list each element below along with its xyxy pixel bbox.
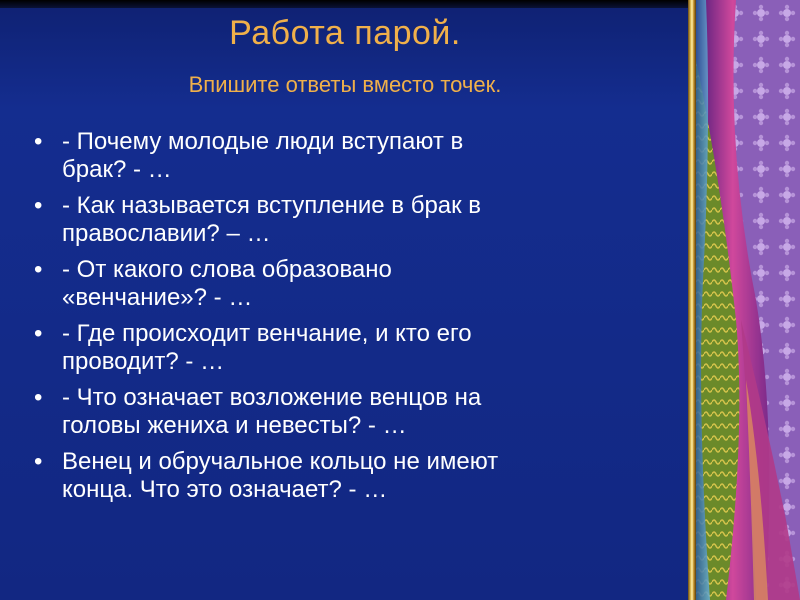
list-item [30, 256, 670, 312]
slide-subtitle: Впишите ответы вместо точек. [188, 72, 502, 97]
bullet-icon: • [34, 384, 43, 411]
question-list [30, 128, 670, 512]
item-text-line-2: «венчание»? - … [62, 284, 253, 311]
item-text-line-2: конца. Что это означает? - … [62, 476, 388, 503]
list-item [30, 384, 670, 440]
decorative-drape-pattern [696, 0, 800, 600]
item-text-line-2: головы жениха и невесты? - … [62, 412, 407, 439]
item-text-line-1: - Почему молодые люди вступают в [62, 128, 464, 155]
gold-border-strip [688, 0, 696, 600]
item-text-line-1: - Где происходит венчание, и кто его [62, 320, 472, 347]
item-text-line-1: - Как называется вступление в брак в [62, 192, 482, 219]
item-text-line-2: православии? – … [62, 220, 271, 247]
bullet-icon: • [34, 320, 43, 347]
slide-title: Работа парой. [229, 14, 461, 52]
item-text-line-1: - Что означает возложение венцов на [62, 384, 482, 411]
item-text-line-2: проводит? - … [62, 348, 225, 375]
list-item [30, 448, 670, 504]
item-text-line-1: Венец и обручальное кольцо не имеют [62, 448, 499, 475]
bullet-icon: • [34, 192, 43, 219]
item-text-line-2: брак? - … [62, 156, 172, 183]
bullet-icon: • [34, 448, 43, 475]
item-text-line-1: - От какого слова образовано [62, 256, 392, 283]
bullet-icon: • [34, 128, 43, 155]
list-item [30, 320, 670, 376]
list-item [30, 128, 670, 184]
top-edge [0, 0, 800, 8]
list-item [30, 192, 670, 248]
bullet-icon: • [34, 256, 43, 283]
